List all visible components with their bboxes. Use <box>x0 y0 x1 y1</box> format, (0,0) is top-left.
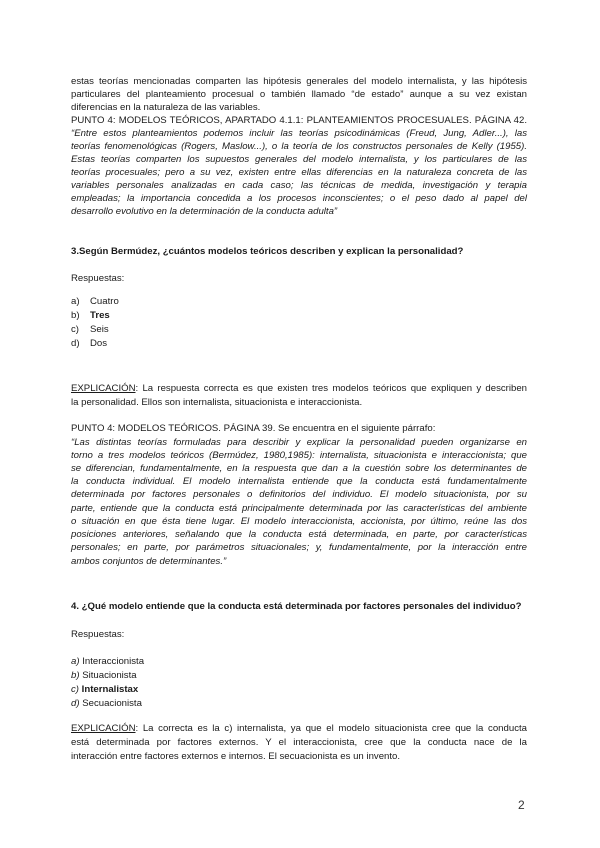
page-number: 2 <box>518 798 525 812</box>
explanation-line: : La respuesta correcta es que existen tres modelos teóricos que expliquen y describen <box>135 383 527 394</box>
option-text: Secuacionista <box>82 698 142 709</box>
quote-text: se diferencian, fundamentalmente, en la respuesta que dan a la cuestión sobre los determinantes de <box>71 463 527 474</box>
option-letter: c) <box>71 684 79 695</box>
option-b <box>71 309 110 322</box>
question-4-title: 4. ¿Qué modelo entiende que la conducta está determinada por factores personales del individuo? <box>71 601 522 612</box>
explanation-line: : La correcta es la c) internalista, ya que el modelo situacionista cree que la conducta <box>135 723 527 734</box>
quote-text: la conducta individual. El modelo internalista entiende que la conducta está fundamentalmente <box>71 476 527 487</box>
option-letter: b) <box>71 310 80 321</box>
quote-text: empleadas; la importancia concedida a los procesos inconscientes; o el peso dado al papel del <box>71 193 527 204</box>
reference-line: PUNTO 4: MODELOS TEÓRICOS, APARTADO 4.1.1: PLANTEAMIENTOS PROCESUALES. PÁGINA 42. <box>71 115 527 126</box>
quote-text: teorías fenomenológicas (Rogers, Maslow...), o la teoría de los constructos personales de Kelly (1955). <box>71 141 527 152</box>
question-3-title: 3.Según Bermúdez, ¿cuántos modelos teóricos describen y explican la personalidad? <box>71 246 464 257</box>
option-text: Seis <box>90 324 109 335</box>
quote-text: “Entre estos planteamientos podemos incluir las teorías psicodinámicas (Freud, Jung, Adler...), las <box>71 128 527 139</box>
quote-text: o situación en que ésta tiene lugar. El modelo interaccionista, accionista, por último, reúne las dos <box>71 516 527 527</box>
quote-text: variables personales analizadas en cada caso; las técnicas de medida, investigación y terapia <box>71 180 527 191</box>
body-text: estas teorías mencionadas comparten las hipótesis generales del modelo internalista, y las hipótesis <box>71 76 527 87</box>
option-c <box>71 323 109 336</box>
quote-text: personales; en parte, por parámetros situacionales; y, fundamentalmente, por la interacción entre <box>71 542 527 553</box>
option-letter: c) <box>71 324 79 335</box>
option-d <box>71 697 142 710</box>
quote-text: desarrollo evolutivo en la determinación de la conducta adulta” <box>71 206 338 217</box>
explanation-line: está determinada por factores externos. Y el interaccionista, cree que la conducta nace de la <box>71 737 527 748</box>
quote-text: posiciones anteriores, señalando que la conducta está determinada, en parte, por características <box>71 529 527 540</box>
answers-label: Respuestas: <box>71 629 125 640</box>
option-a <box>71 655 144 668</box>
quote-text: parte, entiende que la conducta está principalmente determinada por las características del ambiente <box>71 503 527 514</box>
explanation-label: EXPLICACIÓN <box>71 723 136 734</box>
option-letter: d) <box>71 338 80 349</box>
explanation-text <box>71 382 527 395</box>
reference-line: PUNTO 4: MODELOS TEÓRICOS. PÁGINA 39. Se encuentra en el siguiente párrafo: <box>71 423 436 434</box>
option-letter: d) <box>71 698 80 709</box>
option-b <box>71 669 137 682</box>
explanation-line: interacción entre factores externos e internos. El secuacionista es un invento. <box>71 751 401 762</box>
quote-text: determinada por factores personales o definitorios del individuo. El modelo situacionista, por su <box>71 489 527 500</box>
explanation-text <box>71 722 527 735</box>
body-text: particulares del planteamiento procesual o también llamado “de estado” aunque a su vez existan <box>71 89 527 100</box>
option-text: Interaccionista <box>82 656 145 667</box>
option-text-correct: Tres <box>90 310 110 321</box>
option-letter: a) <box>71 656 80 667</box>
option-text: Situacionista <box>82 670 137 681</box>
quote-text: Estas teorías comparten los supuestos generales del modelo internalista, y los particulares de las <box>71 154 527 165</box>
answers-label: Respuestas: <box>71 273 125 284</box>
option-letter: b) <box>71 670 80 681</box>
quote-text: teorías procesuales; pero a su vez, existen entre ellas diferencias en la naturaleza concreta de las <box>71 167 527 178</box>
quote-text: ambos conjuntos de determinantes.” <box>71 556 227 567</box>
option-c <box>71 683 138 696</box>
quote-text: torno a tres modelos teóricos (Bermúdez, 1980,1985): internalista, situacionista e interaccionista; que <box>71 450 527 461</box>
option-text: Dos <box>90 338 108 349</box>
explanation-label: EXPLICACIÓN <box>71 383 136 394</box>
quote-text: “Las distintas teorías formuladas para describir y explicar la personalidad pueden organizarse en <box>71 437 527 448</box>
option-text-correct: Internalistax <box>81 684 139 695</box>
option-d <box>71 337 107 350</box>
option-text: Cuatro <box>90 296 119 307</box>
option-letter: a) <box>71 296 80 307</box>
body-text: diferencias en la naturaleza de las variables. <box>71 102 261 113</box>
explanation-line: la personalidad. Ellos son internalista, situacionista e interaccionista. <box>71 397 363 408</box>
option-a <box>71 295 119 308</box>
